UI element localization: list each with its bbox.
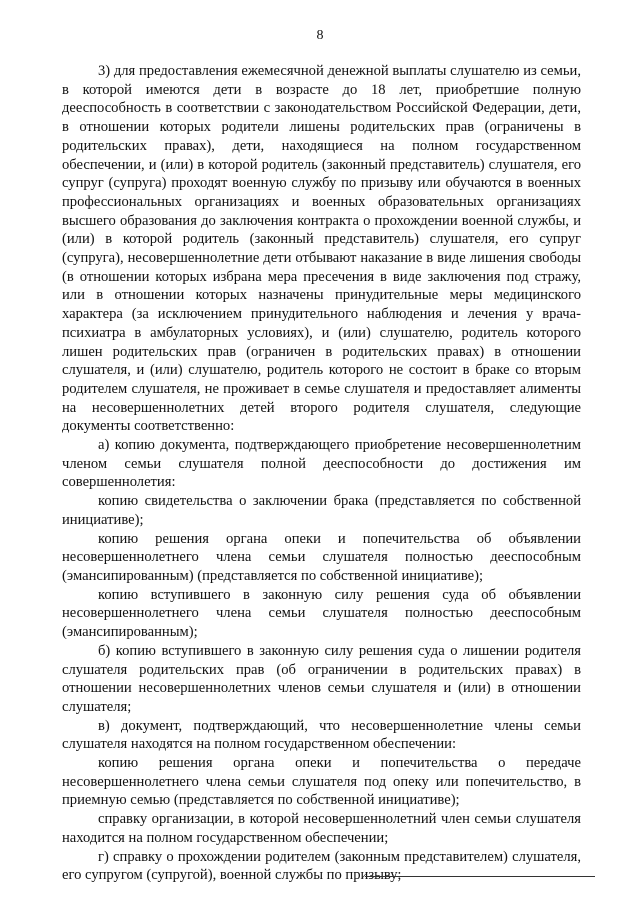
document-body — [62, 62, 581, 885]
paragraph-guardianship-emancipation: копию решения органа опеки и попечительства об объявлении несовершеннолетнего члена семьи слушателя полностью дееспособным (эмансипированным) (представляется по собственной инициативе); — [62, 530, 581, 584]
paragraph-organization-certificate: справку организации, в которой несовершеннолетний член семьи слушателя находится на полном государственном обеспечении; — [62, 811, 581, 846]
paragraph-court-emancipation: копию вступившего в законную силу решения суда об объявлении несовершеннолетнего члена семьи слушателя полностью дееспособным (эмансипированным); — [62, 586, 581, 641]
paragraph-subitem-v: в) документ, подтверждающий, что несовершеннолетние члены семьи слушателя находятся на полном государственном обеспечении: — [62, 717, 581, 753]
paragraph-subitem-a: а) копию документа, подтверждающего приобретение несовершеннолетним членом семьи слушателя полной дееспособности до достижения им совершеннолетия: — [62, 437, 581, 491]
footer-divider — [365, 876, 595, 877]
paragraph-guardianship-transfer: копию решения органа опеки и попечительства о передаче несовершеннолетнего члена семьи слушателя под опеку или попечительство, в приемную семью (представляется по собственной инициативе); — [62, 755, 581, 809]
paragraph-item-3: 3) для предоставления ежемесячной денежной выплаты слушателю из семьи, в которой имеются дети в возрасте до 18 лет, приобретшие полную дееспособность в соответствии с законодательством Российской Федерации, дети, в отношении которых родители лишены родительских прав (ограничены в родительских правах), дети, находящиеся на полном государственном обеспечении, и (или) в которой родитель (законный представитель) слушателя, его супруг (супруга) проходят военную службу по призыву или обучаются в военных профессиональных организациях и военных образовательных организациях высшего образования до заключения контракта о прохождении военной службы, и (или) в которой родитель (законный представитель) слушателя, его супруг (супруга), несовершеннолетние дети отбывают наказание в виде лишения свободы (в отношении которых избрана мера пресечения в виде заключения под стражу, или в отношении которых назначены принудительные меры медицинского характера (за исключением принудительного наблюдения и лечения у врача-психиатра в амбулаторных условиях), и (или) слушателю, родитель которого лишен родительских прав (ограничен в родительских правах) в отношении слушателя, и (или) слушателю, родитель которого не состоит в браке со вторым родителем слушателя, не проживает в семье слушателя и предоставляет алименты на несовершеннолетних детей второго родителя слушателя, следующие документы соответственно: — [62, 63, 581, 435]
paragraph-marriage-certificate: копию свидетельства о заключении брака (представляется по собственной инициативе); — [62, 493, 581, 528]
page-number: 8 — [316, 28, 324, 43]
paragraph-subitem-b: б) копию вступившего в законную силу решения суда о лишении родителя слушателя родительских прав (об ограничении в родительских правах) в отношении несовершеннолетних членов семьи слушателя и (или) в отношении слушателя; — [62, 642, 581, 715]
paragraph-subitem-g: г) справку о прохождении родителем (законным представителем) слушателя, его супругом (супругой), военной службы по призыву; — [62, 848, 581, 884]
